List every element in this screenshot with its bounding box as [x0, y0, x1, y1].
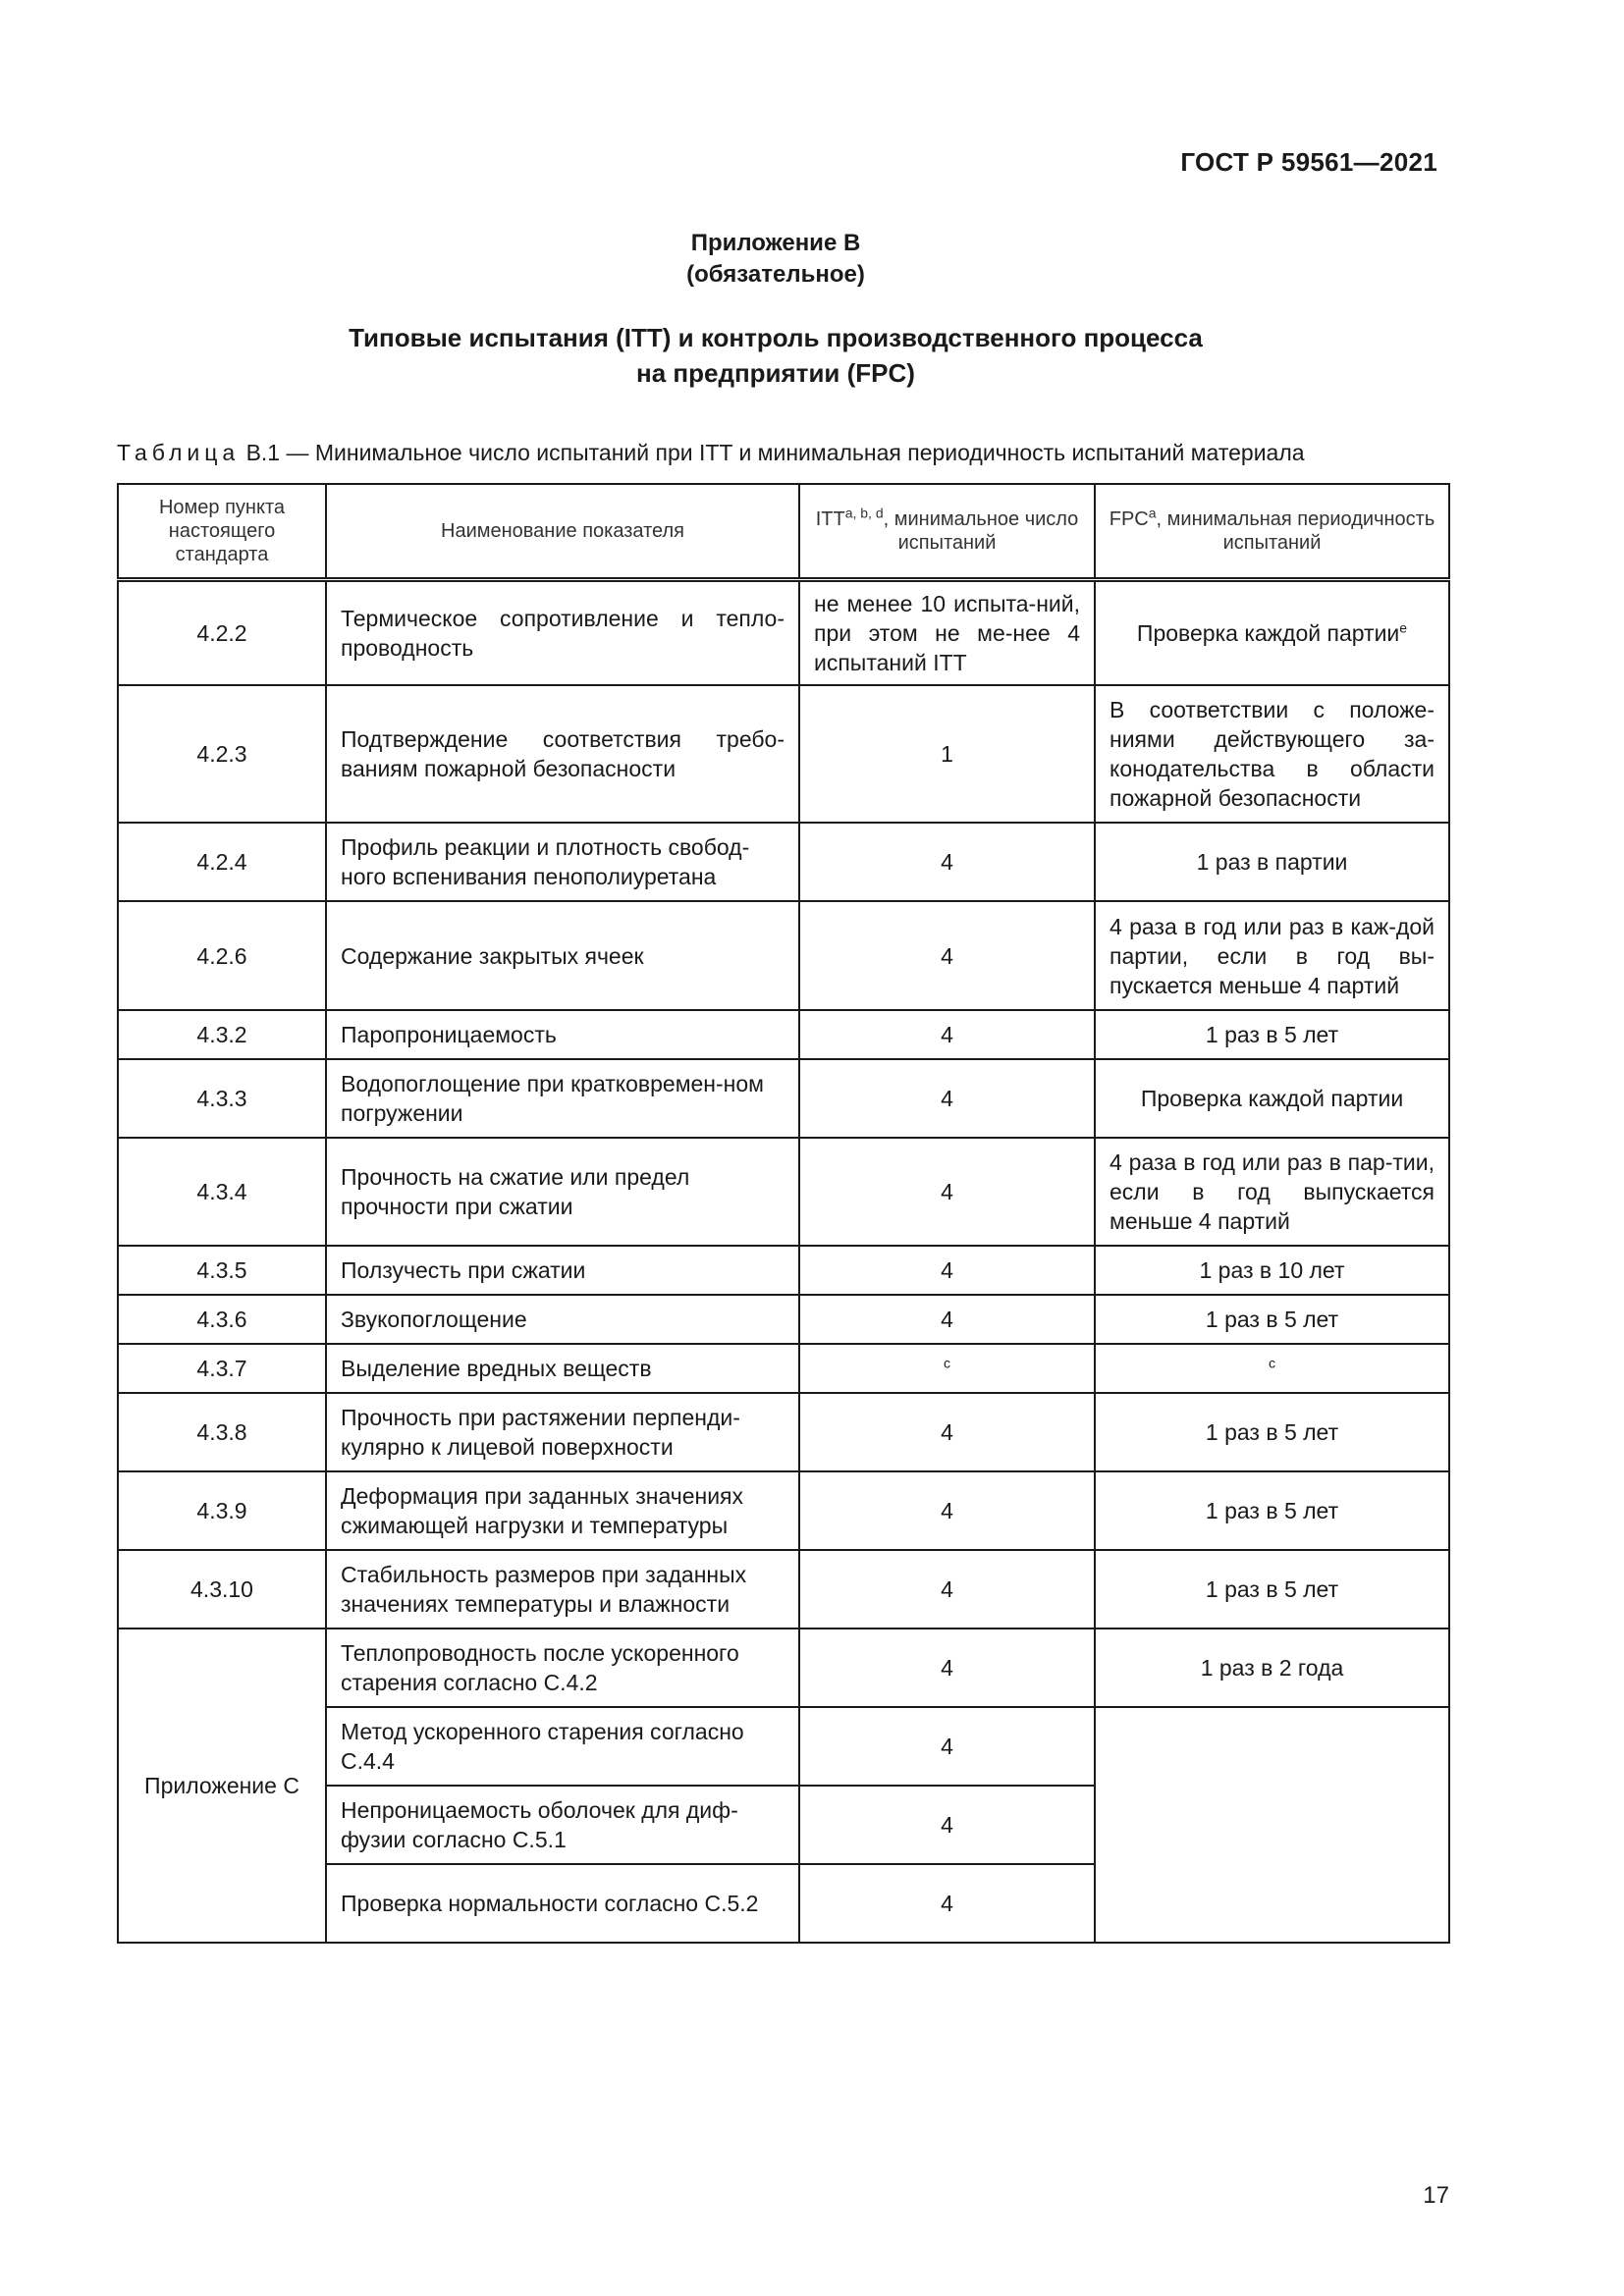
row-itt: 4 [799, 1707, 1095, 1786]
row-fpc: 1 раз в 5 лет [1095, 1550, 1449, 1629]
row-name: Выделение вредных веществ [326, 1344, 799, 1393]
row-itt: 4 [799, 1471, 1095, 1550]
row-itt: 4 [799, 1550, 1095, 1629]
row-name: Термическое сопротивление и тепло-проводность [326, 579, 799, 685]
table-row [118, 685, 1449, 823]
row-name: Метод ускоренного старения согласно С.4.4 [326, 1707, 799, 1786]
page-number: 17 [1423, 2182, 1449, 2209]
row-clause: 4.3.4 [118, 1138, 326, 1246]
table-row [118, 901, 1449, 1010]
row-fpc-empty [1095, 1707, 1449, 1943]
row-clause: 4.2.4 [118, 823, 326, 901]
row-fpc-footnote: e [1399, 619, 1408, 636]
row-fpc: 4 раза в год или раз в пар-тии, если в год выпускается меньше 4 партий [1095, 1138, 1449, 1246]
row-fpc-text: Проверка каждой партии [1136, 619, 1400, 646]
annex-heading [0, 320, 1551, 391]
row-fpc: 1 раз в 5 лет [1095, 1471, 1449, 1550]
table-row [118, 1550, 1449, 1629]
header-fpc [1095, 484, 1449, 579]
row-name: Паропроницаемость [326, 1010, 799, 1059]
row-itt-footnote: c [944, 1355, 950, 1371]
annex-heading-line1: Типовые испытания (ITT) и контроль производственного процесса [349, 323, 1203, 352]
header-fpc-suffix: , минимальная периодичность испытаний [1156, 507, 1435, 554]
table-row [118, 1629, 1449, 1707]
document-code: ГОСТ Р 59561—2021 [1180, 147, 1437, 177]
row-itt: 4 [799, 1786, 1095, 1864]
row-itt: 4 [799, 1393, 1095, 1471]
annex-title: Приложение В [690, 230, 861, 256]
row-fpc: Проверка каждой партии [1095, 1059, 1449, 1138]
row-name: Проверка нормальности согласно С.5.2 [326, 1864, 799, 1943]
row-name: Ползучесть при сжатии [326, 1246, 799, 1295]
table-row [118, 1295, 1449, 1344]
table-row [118, 579, 1449, 685]
row-itt: 4 [799, 1138, 1095, 1246]
row-clause: 4.3.7 [118, 1344, 326, 1393]
table-caption-text: В.1 — Минимальное число испытаний при ITT и минимальная периодичность испытаний материала [240, 440, 1305, 465]
row-clause: 4.3.5 [118, 1246, 326, 1295]
row-fpc: 4 раза в год или раз в каж-дой партии, если в год вы-пускается меньше 4 партий [1095, 901, 1449, 1010]
header-name: Наименование показателя [326, 484, 799, 579]
row-clause: 4.3.2 [118, 1010, 326, 1059]
row-clause: 4.2.3 [118, 685, 326, 823]
table-row [118, 1246, 1449, 1295]
row-fpc [1095, 1344, 1449, 1393]
row-fpc: 1 раз в 5 лет [1095, 1295, 1449, 1344]
table-row [118, 1393, 1449, 1471]
row-itt: 4 [799, 1059, 1095, 1138]
table-header-row [118, 484, 1449, 579]
annex-label [0, 228, 1551, 291]
row-fpc-footnote: c [1269, 1355, 1275, 1371]
annex-status: (обязательное) [686, 261, 865, 288]
row-itt: 4 [799, 1864, 1095, 1943]
row-fpc: 1 раз в партии [1095, 823, 1449, 901]
row-clause: 4.2.6 [118, 901, 326, 1010]
requirements-table [117, 483, 1450, 1944]
table-row [118, 823, 1449, 901]
header-itt-footnote: a, b, d [844, 505, 884, 521]
row-clause: 4.3.3 [118, 1059, 326, 1138]
row-name: Прочность при растяжении перпенди-кулярно к лицевой поверхности [326, 1393, 799, 1471]
row-name: Подтверждение соответствия требо-ваниям пожарной безопасности [326, 685, 799, 823]
row-clause: 4.3.9 [118, 1471, 326, 1550]
header-itt-suffix: , минимальное число испытаний [883, 507, 1079, 554]
row-fpc: 1 раз в 10 лет [1095, 1246, 1449, 1295]
row-clause: 4.3.6 [118, 1295, 326, 1344]
row-itt: 4 [799, 1010, 1095, 1059]
row-name: Стабильность размеров при заданных значениях температуры и влажности [326, 1550, 799, 1629]
row-clause: 4.2.2 [118, 579, 326, 685]
table-caption-label: Таблица [117, 440, 241, 465]
row-clause: 4.3.10 [118, 1550, 326, 1629]
row-fpc: 1 раз в 5 лет [1095, 1010, 1449, 1059]
row-itt: 4 [799, 1629, 1095, 1707]
annex-group-clause: Приложение С [118, 1629, 326, 1943]
row-name: Теплопроводность после ускоренного старения согласно С.4.2 [326, 1629, 799, 1707]
row-name: Профиль реакции и плотность свобод-ного вспенивания пенополиуретана [326, 823, 799, 901]
row-itt: 1 [799, 685, 1095, 823]
row-name: Прочность на сжатие или предел прочности при сжатии [326, 1138, 799, 1246]
annex-heading-line2: на предприятии (FPC) [636, 358, 915, 388]
row-itt: 4 [799, 823, 1095, 901]
table-row [118, 1471, 1449, 1550]
row-clause: 4.3.8 [118, 1393, 326, 1471]
row-itt: не менее 10 испыта-ний, при этом не ме-нее 4 испытаний ITT [799, 579, 1095, 685]
header-fpc-prefix: FPC [1109, 507, 1149, 530]
row-name: Звукопоглощение [326, 1295, 799, 1344]
row-fpc: 1 раз в 2 года [1095, 1629, 1449, 1707]
row-fpc: В соответствии с положе-ниями действующего за-конодательства в области пожарной безопасности [1095, 685, 1449, 823]
row-name: Деформация при заданных значениях сжимающей нагрузки и температуры [326, 1471, 799, 1550]
table-row [118, 1059, 1449, 1138]
table-row [118, 1344, 1449, 1393]
header-itt-prefix: ITT [815, 507, 845, 530]
row-name: Водопоглощение при кратковремен-ном погружении [326, 1059, 799, 1138]
table-row [118, 1138, 1449, 1246]
header-fpc-footnote: a [1148, 505, 1157, 521]
header-itt [799, 484, 1095, 579]
row-fpc [1095, 579, 1449, 685]
table-row [118, 1010, 1449, 1059]
row-itt [799, 1344, 1095, 1393]
row-name: Содержание закрытых ячеек [326, 901, 799, 1010]
row-itt: 4 [799, 1246, 1095, 1295]
row-name: Непроницаемость оболочек для диф-фузии согласно С.5.1 [326, 1786, 799, 1864]
row-itt: 4 [799, 901, 1095, 1010]
table-caption [117, 440, 1305, 466]
header-clause: Номер пункта настоящего стандарта [118, 484, 326, 579]
row-fpc: 1 раз в 5 лет [1095, 1393, 1449, 1471]
row-itt: 4 [799, 1295, 1095, 1344]
